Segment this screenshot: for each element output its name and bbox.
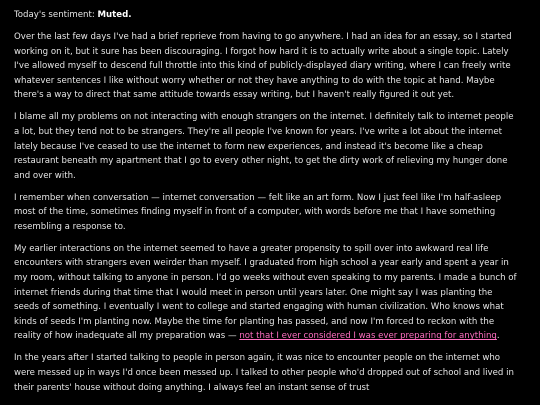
paragraph-4-text: My earlier interactions on the internet seemed to have a greater propensity to spill over into awkward real life encounters with strangers even weirder than myself. I graduated from high school a year early and spent a year in my room, without talking to anyone in person. I'd go weeks without even speaking to my parents. I made a bunch of internet friends during that time that I would meet in person until years later. One might say I was planting the seeds of something. I eventually I went to college and started engaging with human civilization. Who knows what kinds of seeds I'm planting now. Maybe the time for planting has passed, and now I'm forced to reckon with the reality of how inadequate all my preparation was — xyxy=(14,243,517,342)
inline-link[interactable]: not that I ever considered I was ever preparing for anything xyxy=(239,331,497,342)
sentiment-line xyxy=(14,8,520,23)
sentiment-value: Muted. xyxy=(97,10,132,20)
paragraph-4-end: . xyxy=(496,331,500,342)
paragraph-1: Over the last few days I've had a brief reprieve from having to go anywhere. I had an idea for an essay, so I started working on it, but it sure has been discouraging. I forgot how hard it is to actually write about a single topic. Lately I've allowed myself to descend full throttle into this kind of publicly-displayed diary writing, where I can freely write whatever sentences I like without worry whether or not they have anything to do with the topic at hand. Maybe there's a way to direct that same attitude towards essay writing, but I haven't really figured it out yet. xyxy=(14,31,512,101)
sentiment-label: Today's sentiment: xyxy=(14,10,95,20)
paragraph-4 xyxy=(14,242,520,344)
diary-entry xyxy=(14,8,520,403)
paragraph-3: I remember when conversation — internet conversation — felt like an art form. Now I just feel like I'm half-asleep most of the time, sometimes finding myself in front of a computer, with words before me that I have something resembling a response to. xyxy=(14,192,502,232)
paragraph-2: I blame all my problems on not interacting with enough strangers on the internet. I definitely talk to internet people a lot, but they tend not to be strangers. They're all people I've known for years. I've write a lot about the internet lately because I've ceased to use the internet to form new experiences, and instead it's become like a cheap restaurant beneath my apartment that I go to every other night, to get the dirty work of relieving my hunger done and over with. xyxy=(14,112,514,181)
paragraph-5: In the years after I started talking to people in person again, it was nice to encounter people on the internet who were messed up in ways I'd once been messed up. I talked to other people who'd dropped out of school and lived in their parents' house without doing anything. I always feel an instant sense of trust xyxy=(14,353,514,393)
